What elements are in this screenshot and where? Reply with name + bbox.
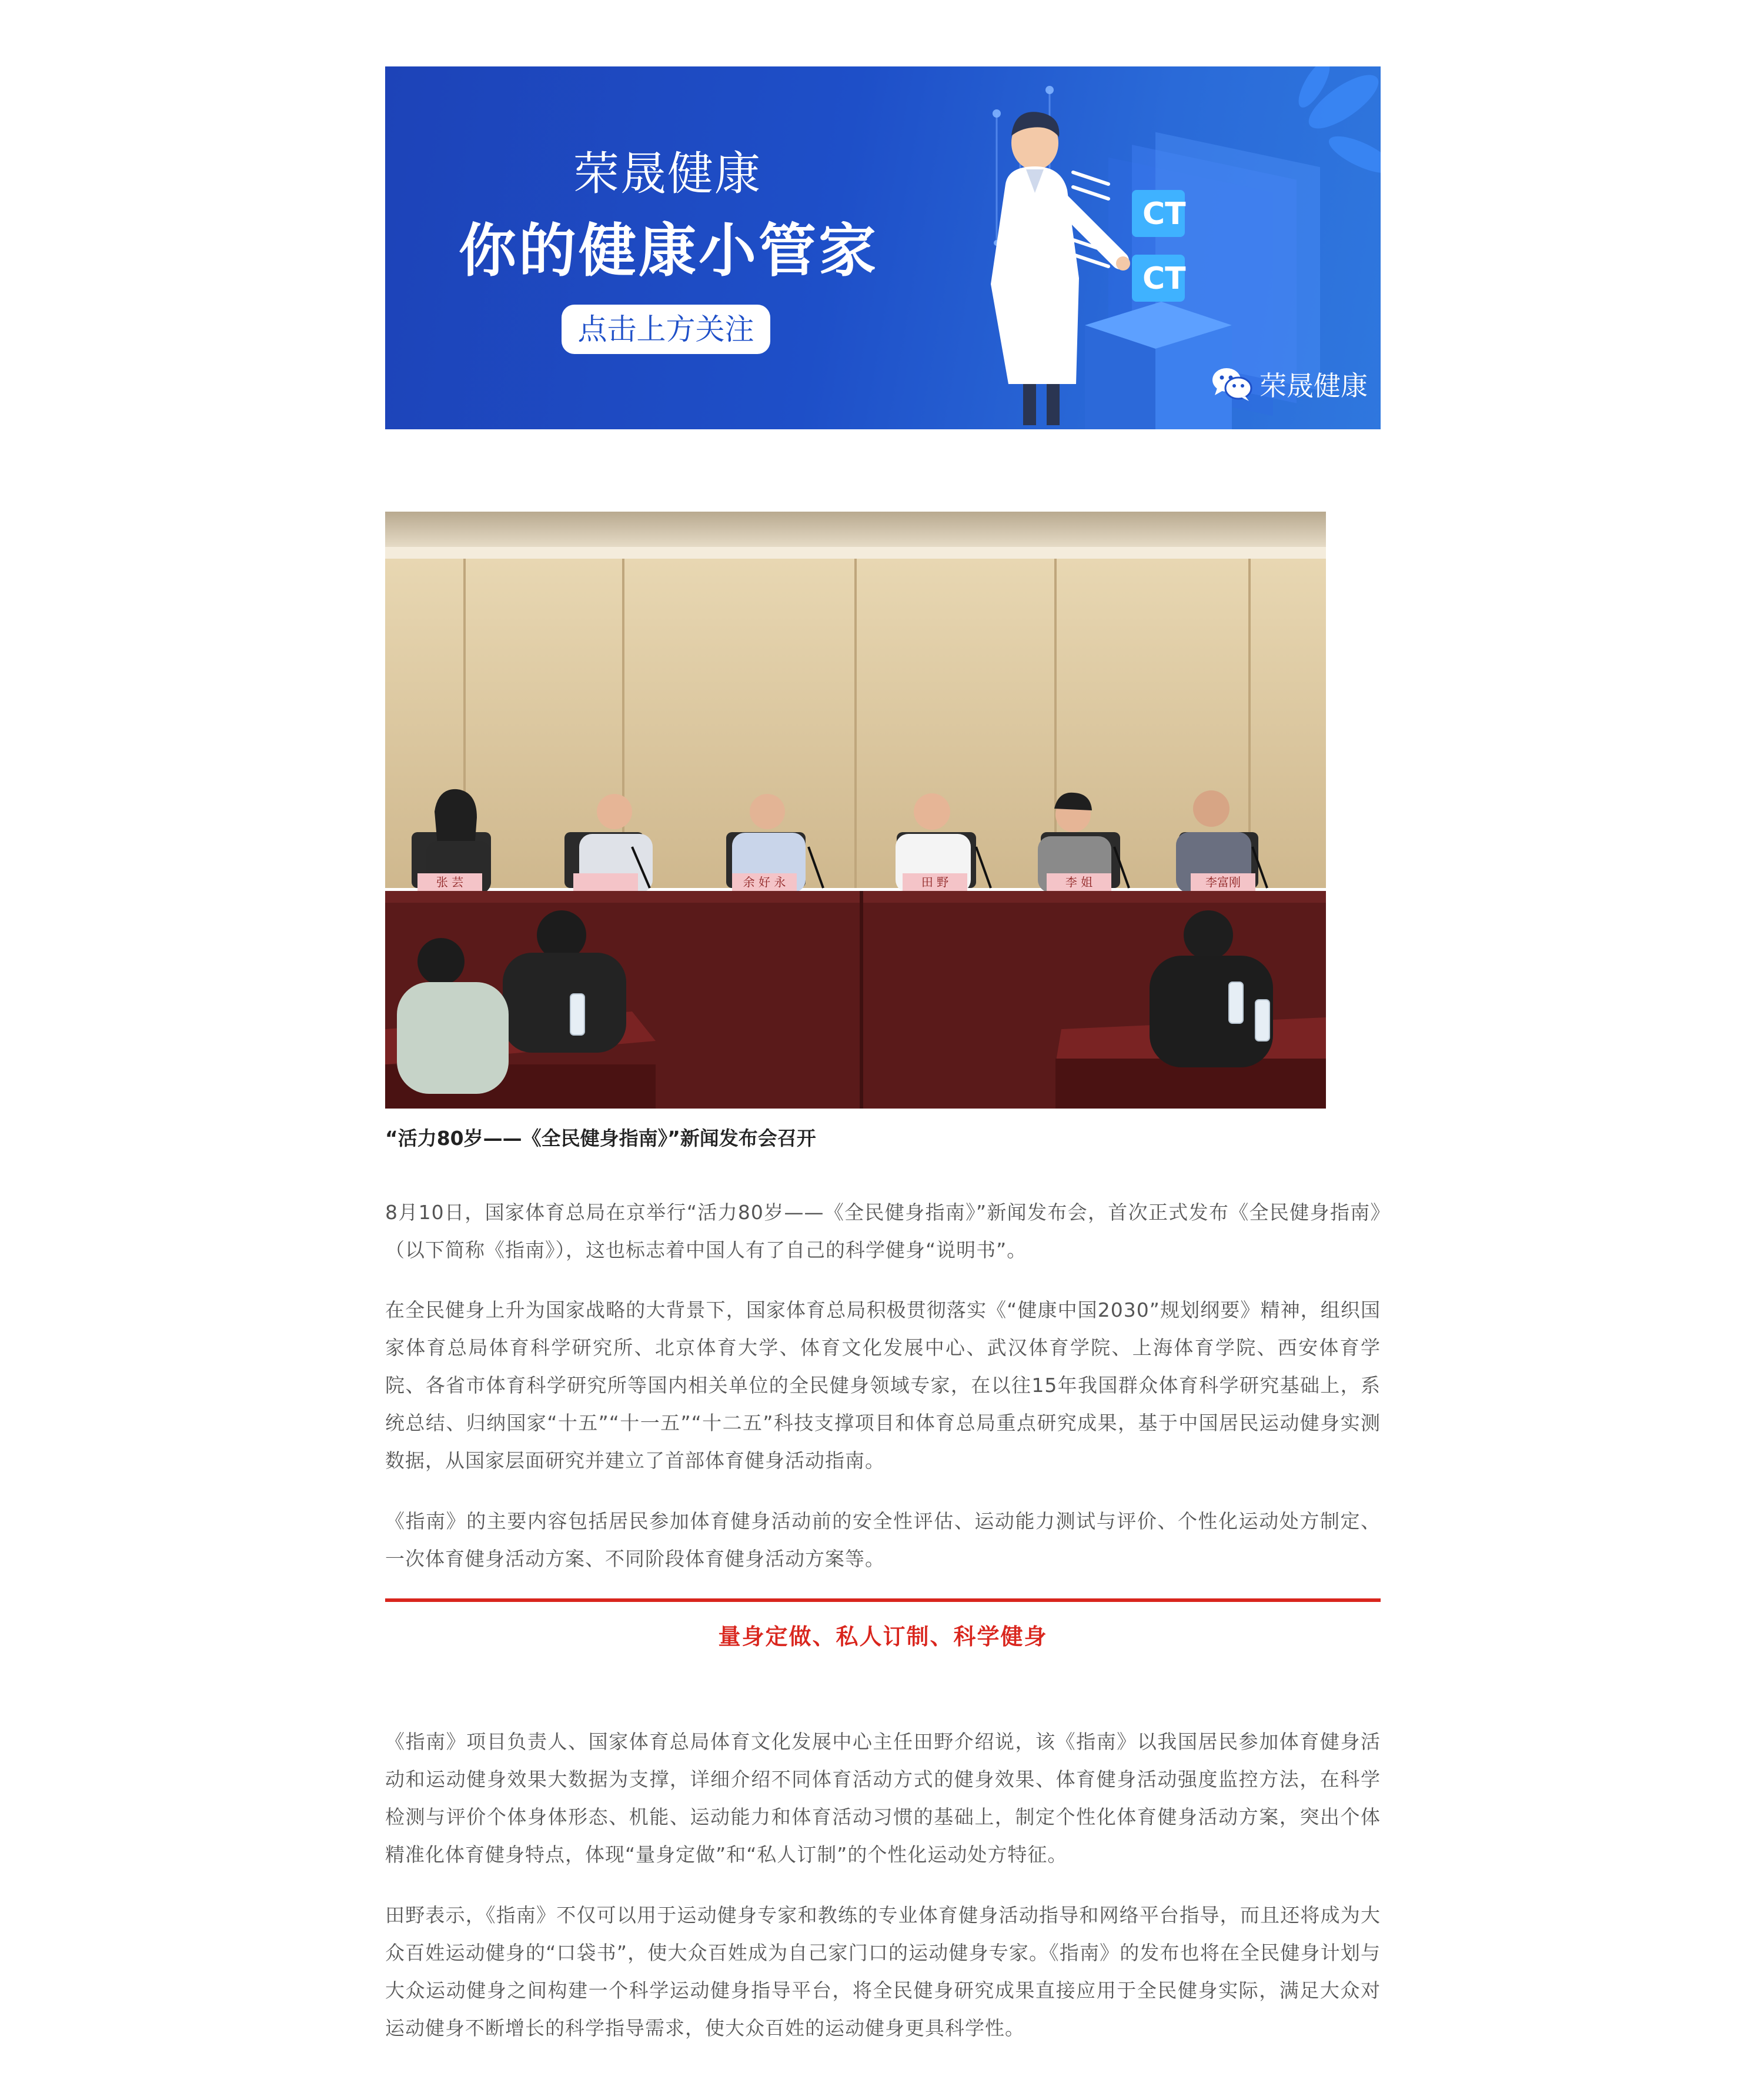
follow-button[interactable]: 点击上方关注	[562, 305, 770, 354]
wechat-icon	[1211, 366, 1252, 402]
press-conference-photo	[385, 512, 1326, 1109]
paragraph-4: 《指南》项目负责人、国家体育总局体育文化发展中心主任田野介绍说，该《指南》以我国居民参加体育健身活动和运动健身效果大数据为支撑，详细介绍不同体育活动方式的健身效果、体育健身活动强度监控方法，在科学检测与评价个体身体形态、机能、运动能力和体育活动习惯的基础上，制定个性化体育健身活动方案，突出个体精准化体育健身特点，体现“量身定做”和“私人订制”的个性化运动处方特征。	[385, 1730, 1381, 1866]
ct-label-top: CT	[1142, 196, 1186, 232]
nameplate-1: 张 芸	[436, 875, 464, 889]
banner-slogan: 你的健康小管家	[459, 218, 879, 285]
banner-brand-label: 荣晟健康	[1259, 370, 1368, 402]
nameplate-4: 田 野	[921, 875, 949, 889]
nameplate-3: 余 好 永	[743, 875, 786, 889]
section-divider	[385, 1598, 1381, 1602]
section-heading: 量身定做、私人订制、科学健身	[718, 1624, 1048, 1650]
ct-label-bottom: CT	[1142, 261, 1186, 296]
paragraph-3: 《指南》的主要内容包括居民参加体育健身活动前的安全性评估、运动能力测试与评价、个性化运动处方制定、一次体育健身活动方案、不同阶段体育健身活动方案等。	[385, 1510, 1381, 1570]
paragraph-1: 8月10日，国家体育总局在京举行“活力80岁——《全民健身指南》”新闻发布会，首次正式发布《全民健身指南》（以下简称《指南》），这也标志着中国人有了自己的科学健身“说明书”。	[385, 1201, 1381, 1261]
photo-caption: “活力80岁——《全民健身指南》”新闻发布会召开	[385, 1127, 816, 1150]
banner-brand-mark	[1211, 363, 1368, 405]
promo-banner[interactable]	[385, 66, 1381, 429]
nameplate-5: 李 姐	[1065, 875, 1093, 889]
nameplate-6: 李富刚	[1205, 875, 1241, 889]
paragraph-5: 田野表示，《指南》不仅可以用于运动健身专家和教练的专业体育健身活动指导和网络平台指导，而且还将成为大众百姓运动健身的“口袋书”，使大众百姓成为自己家门口的运动健身专家。《指南》的发布也将在全民健身计划与大众运动健身之间构建一个科学运动健身指导平台，将全民健身研究成果直接应用于全民健身实际，满足大众对运动健身不断增长的科学指导需求，使大众百姓的运动健身更具科学性。	[385, 1904, 1381, 2039]
paragraph-2: 在全民健身上升为国家战略的大背景下，国家体育总局积极贯彻落实《“健康中国2030”规划纲要》精神，组织国家体育总局体育科学研究所、北京体育大学、体育文化发展中心、武汉体育学院、上海体育学院、西安体育学院、各省市体育科学研究所等国内相关单位的全民健身领域专家，在以往15年我国群众体育科学研究基础上，系统总结、归纳国家“十五”“十一五”“十二五”科技支撑项目和体育总局重点研究成果，基于中国居民运动健身实测数据，从国家层面研究并建立了首部体育健身活动指南。	[385, 1298, 1381, 1472]
banner-title-brand: 荣晟健康	[573, 148, 762, 201]
